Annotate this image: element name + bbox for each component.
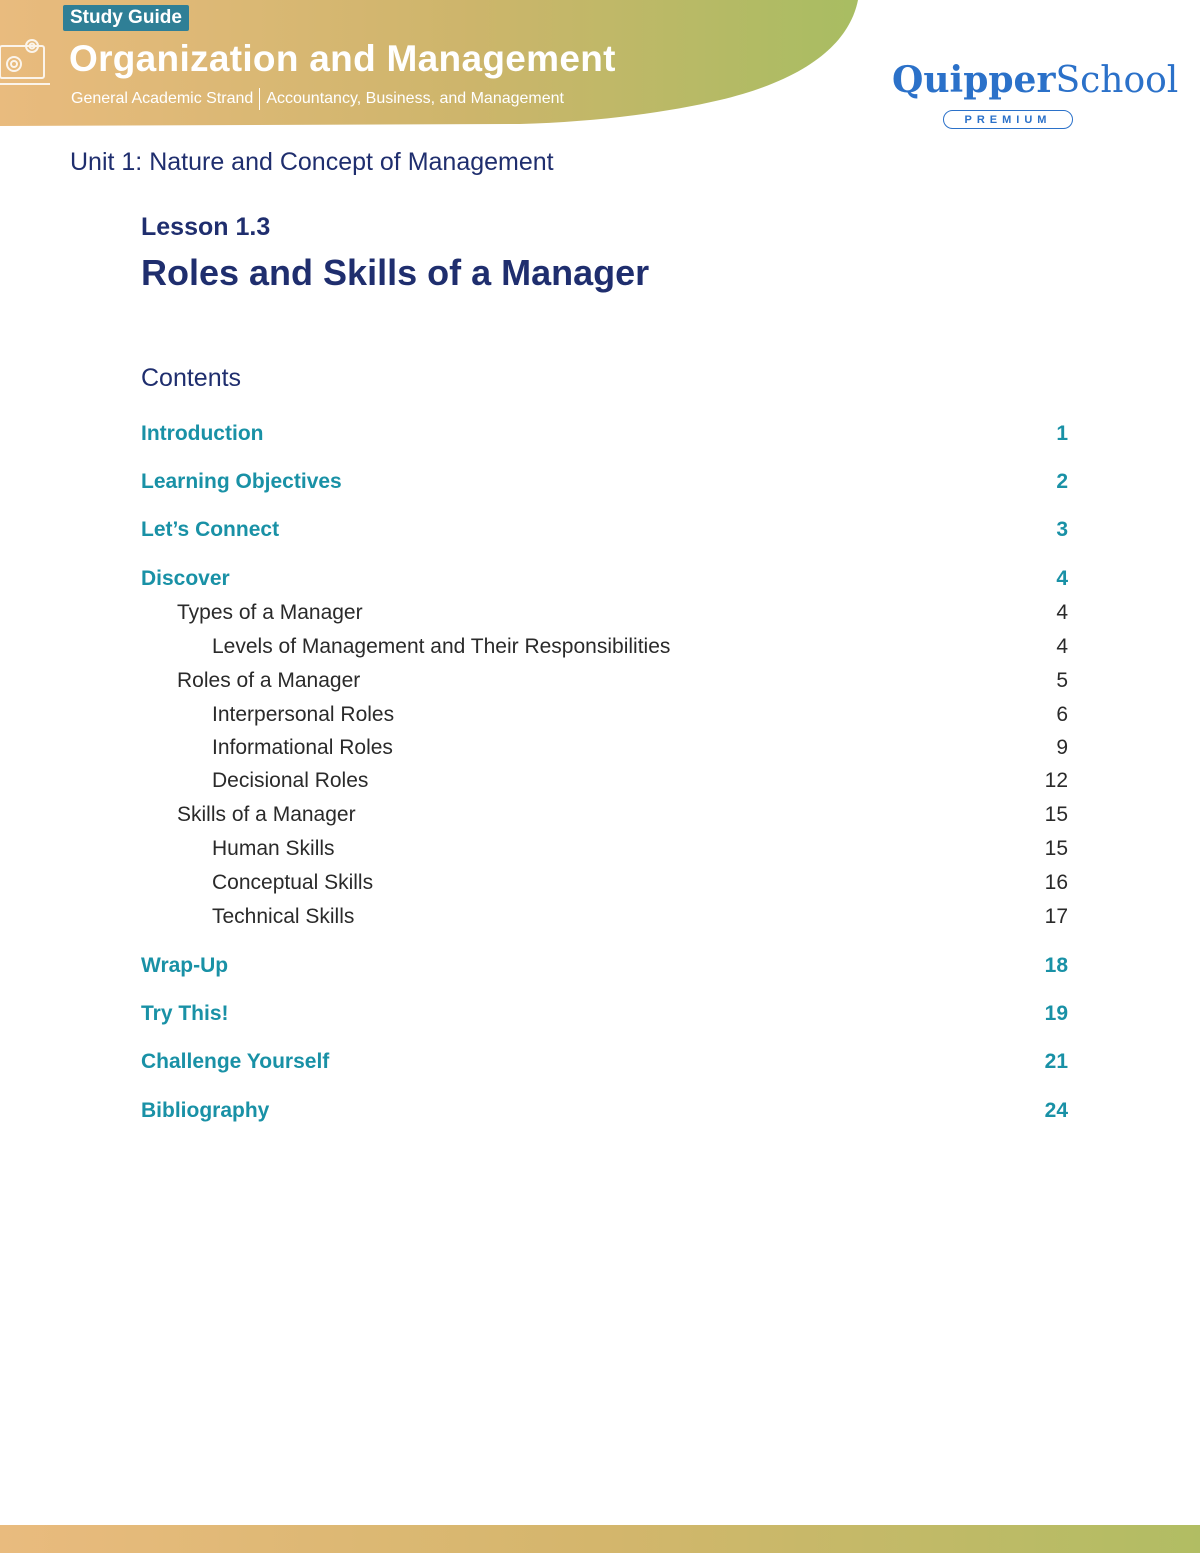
toc-page: 24: [1044, 1099, 1068, 1122]
toc-page: 16: [1044, 871, 1068, 894]
quipper-school-logo: [892, 58, 1179, 138]
toc-item[interactable]: [141, 837, 1068, 867]
toc-item[interactable]: [141, 635, 1068, 665]
toc-label: Conceptual Skills: [212, 871, 374, 894]
logo-school: School: [1055, 60, 1179, 101]
toc-label: Try This!: [141, 1002, 229, 1025]
toc-item[interactable]: [141, 601, 1068, 631]
toc-label: Types of a Manager: [177, 601, 363, 624]
logo-quipper: Quipper: [892, 59, 1056, 101]
toc-label: Decisional Roles: [212, 769, 369, 792]
toc-page: 3: [1056, 518, 1068, 541]
toc-page: 21: [1044, 1050, 1068, 1073]
subtitle-divider: [259, 88, 260, 110]
premium-badge: PREMIUM: [943, 110, 1073, 129]
toc-label: Learning Objectives: [141, 470, 342, 493]
toc-item[interactable]: [141, 669, 1068, 699]
toc-label: Technical Skills: [212, 905, 355, 928]
toc-page: 4: [1056, 601, 1068, 624]
gear-laptop-icon: [0, 32, 52, 94]
toc-item[interactable]: [141, 736, 1068, 766]
toc-item[interactable]: [141, 954, 1068, 984]
toc-label: Skills of a Manager: [177, 803, 356, 826]
toc-label: Informational Roles: [212, 736, 393, 759]
toc-item[interactable]: [141, 769, 1068, 799]
toc-label: Introduction: [141, 422, 264, 445]
track-label: Accountancy, Business, and Management: [266, 90, 564, 108]
toc-item[interactable]: [141, 905, 1068, 935]
lesson-label: Lesson 1.3: [141, 213, 271, 241]
toc-page: 15: [1044, 803, 1068, 826]
study-guide-badge: Study Guide: [63, 5, 189, 31]
toc-item[interactable]: [141, 422, 1068, 452]
toc-page: 5: [1056, 669, 1068, 692]
toc-page: 4: [1056, 635, 1068, 658]
toc-item[interactable]: [141, 470, 1068, 500]
toc-item[interactable]: [141, 567, 1068, 597]
toc-page: 9: [1056, 736, 1068, 759]
toc-page: 12: [1044, 769, 1068, 792]
toc-item[interactable]: [141, 518, 1068, 548]
toc-page: 18: [1044, 954, 1068, 977]
toc-label: Human Skills: [212, 837, 335, 860]
toc-page: 15: [1044, 837, 1068, 860]
strand-label: General Academic Strand: [71, 90, 254, 108]
toc-label: Discover: [141, 567, 230, 590]
toc-page: 17: [1044, 905, 1068, 928]
toc-page: 2: [1056, 470, 1068, 493]
toc-label: Let’s Connect: [141, 518, 280, 541]
toc-item[interactable]: [141, 871, 1068, 901]
contents-heading: Contents: [141, 364, 242, 392]
toc-item[interactable]: [141, 1099, 1068, 1129]
toc-item[interactable]: [141, 1050, 1068, 1080]
course-title: Organization and Management: [69, 38, 616, 79]
toc-item[interactable]: [141, 703, 1068, 733]
footer-band: [0, 1525, 1200, 1553]
toc-page: 19: [1044, 1002, 1068, 1025]
toc-label: Wrap-Up: [141, 954, 229, 977]
toc-item[interactable]: [141, 1002, 1068, 1032]
course-subtitle: [71, 88, 564, 110]
lesson-title: Roles and Skills of a Manager: [141, 252, 650, 293]
toc-page: 4: [1056, 567, 1068, 590]
unit-title: Unit 1: Nature and Concept of Management: [70, 148, 554, 176]
toc-label: Roles of a Manager: [177, 669, 361, 692]
toc-item[interactable]: [141, 803, 1068, 833]
toc-page: 6: [1056, 703, 1068, 726]
toc-label: Challenge Yourself: [141, 1050, 330, 1073]
toc-label: Interpersonal Roles: [212, 703, 395, 726]
toc-label: Bibliography: [141, 1099, 270, 1122]
toc-label: Levels of Management and Their Responsibilities: [212, 635, 671, 658]
toc-page: 1: [1056, 422, 1068, 445]
